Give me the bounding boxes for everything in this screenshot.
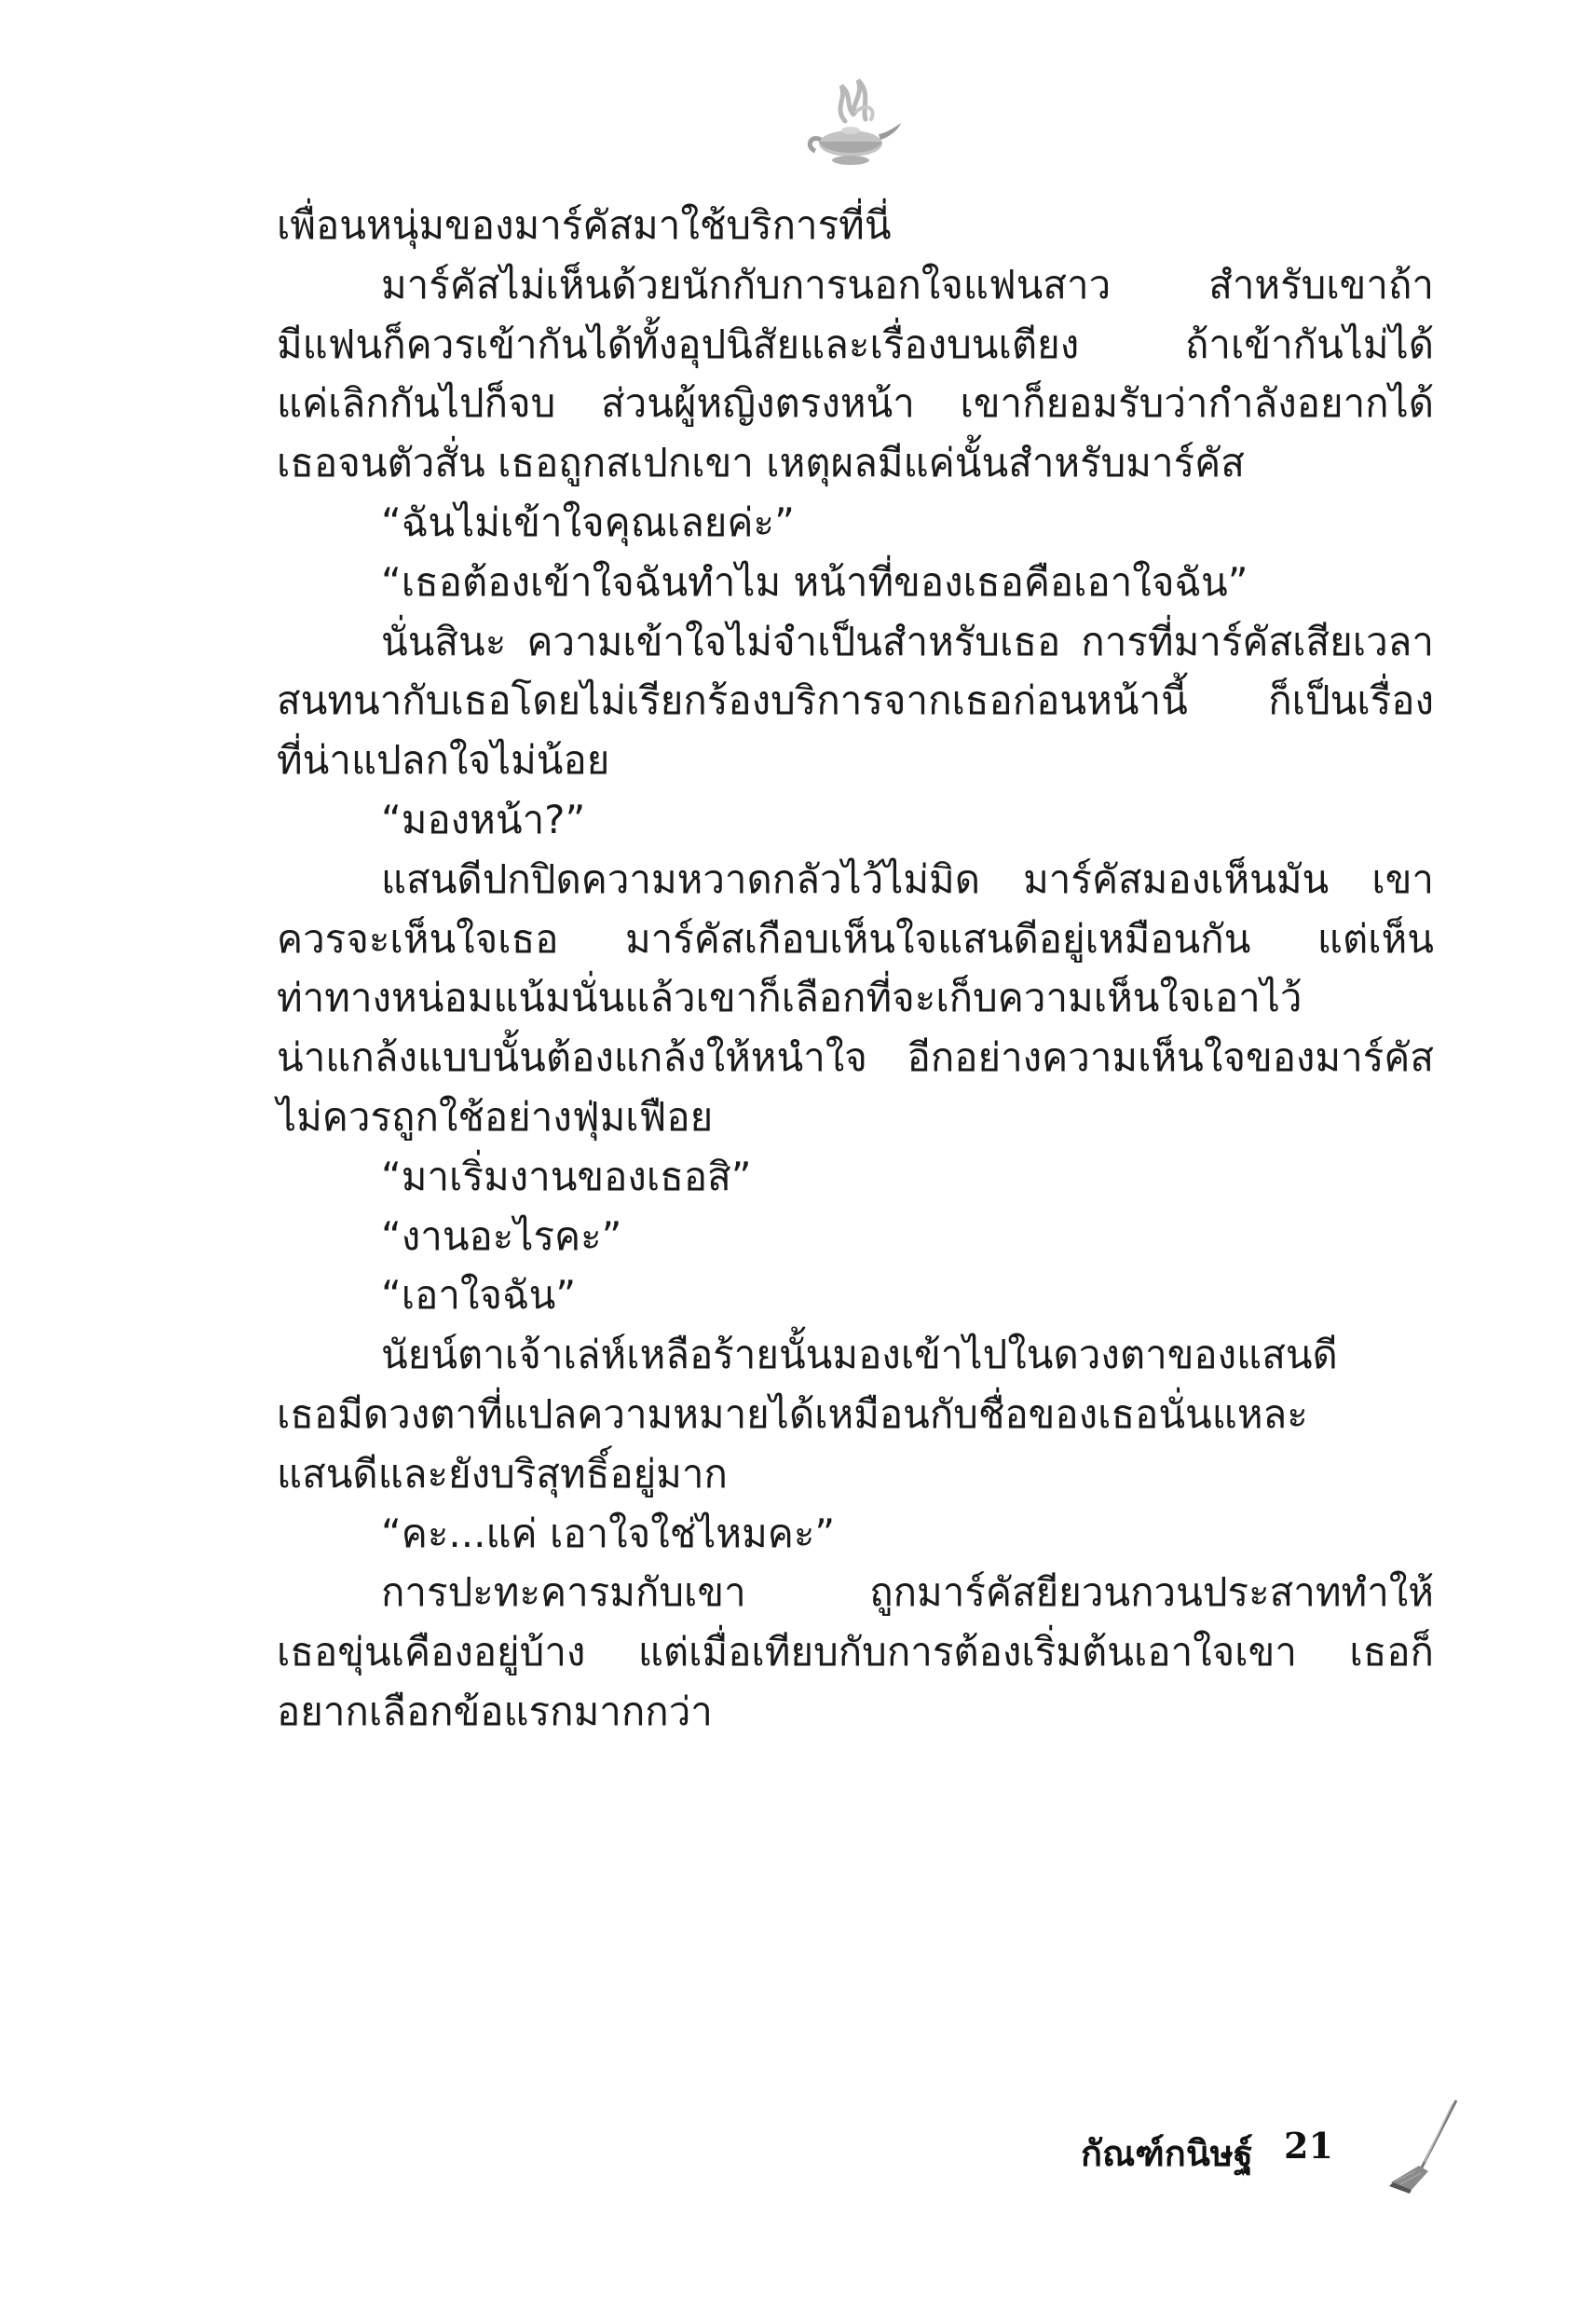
- text-line: “เอาใจฉัน”: [381, 1272, 577, 1319]
- book-title: กัณฑ์กนิษฐ์: [1081, 2132, 1253, 2174]
- text-line: “คะ...แค่ เอาใจใช่ไหมคะ”: [381, 1510, 836, 1556]
- body-text: [277, 196, 1434, 1742]
- text-line: อยากเลือกข้อแรกมากกว่า: [277, 1688, 713, 1734]
- text-line: ไม่ควรถูกใช้อย่างฟุ่มเฟือย: [277, 1093, 714, 1140]
- text-line: น่าแกล้งแบบนั้นต้องแกล้งให้หนำใจ อีกอย่างความเห็นใจของมาร์คัส: [277, 1034, 1434, 1081]
- text-line: ที่น่าแปลกใจไม่น้อย: [277, 737, 610, 784]
- text-line: เธอมีดวงตาที่แปลความหมายได้เหมือนกับชื่อของเธอนั่นแหละ: [277, 1390, 1308, 1437]
- text-line: “มาเริ่มงานของเธอสิ”: [381, 1153, 752, 1199]
- text-line: “มองหน้า?”: [381, 796, 586, 842]
- text-line: เพื่อนหนุ่มของมาร์คัสมาใช้บริการที่นี่: [277, 202, 892, 248]
- text-line: แค่เลิกกันไปก็จบ ส่วนผู้หญิงตรงหน้า เขาก็ยอมรับว่ากำลังอยากได้: [277, 380, 1434, 427]
- page-number: 21: [1284, 2125, 1333, 2167]
- text-line: “ฉันไม่เข้าใจคุณเลยค่ะ”: [381, 499, 795, 545]
- text-line: นัยน์ตาเจ้าเล่ห์เหลือร้ายนั้นมองเข้าไปในดวงตาของแสนดี: [381, 1332, 1338, 1378]
- broom-icon: [1384, 2097, 1467, 2199]
- text-line: นั่นสินะ ความเข้าใจไม่จำเป็นสำหรับเธอ การที่มาร์คัสเสียเวลา: [381, 618, 1434, 664]
- text-line: ควรจะเห็นใจเธอ มาร์คัสเกือบเห็นใจแสนดีอยู่เหมือนกัน แต่เห็น: [277, 915, 1434, 962]
- text-line: เธอจนตัวสั่น เธอถูกสเปกเขา เหตุผลมีแค่นั้นสำหรับมาร์คัส: [277, 440, 1245, 486]
- page-footer: [1025, 2097, 1472, 2199]
- text-line: “งานอะไรคะ”: [381, 1212, 622, 1259]
- text-line: “เธอต้องเข้าใจฉันทำไม หน้าที่ของเธอคือเอาใจฉัน”: [381, 558, 1248, 605]
- text-line: เธอขุ่นเคืองอยู่บ้าง แต่เมื่อเทียบกับการต้องเริ่มต้นเอาใจเขา เธอก็: [277, 1629, 1434, 1675]
- text-line: แสนดีปกปิดความหวาดกลัวไว้ไม่มิด มาร์คัสมองเห็นมัน เขา: [381, 855, 1434, 902]
- magic-lamp-icon: [797, 67, 908, 179]
- text-line: ท่าทางหน่อมแน้มนั่นแล้วเขาก็เลือกที่จะเก็บความเห็นใจเอาไว้: [277, 975, 1303, 1021]
- text-line: การปะทะคารมกับเขา ถูกมาร์คัสยียวนกวนประสาททำให้: [381, 1569, 1434, 1616]
- text-line: แสนดีและยังบริสุทธิ์อยู่มาก: [277, 1450, 728, 1497]
- text-line: มีแฟนก็ควรเข้ากันได้ทั้งอุปนิสัยและเรื่องบนเตียง ถ้าเข้ากันไม่ได้: [277, 321, 1434, 367]
- text-line: มาร์คัสไม่เห็นด้วยนักกับการนอกใจแฟนสาว สำหรับเขาถ้า: [381, 261, 1434, 308]
- text-line: สนทนากับเธอโดยไม่เรียกร้องบริการจากเธอก่อนหน้านี้ ก็เป็นเรื่อง: [277, 677, 1434, 724]
